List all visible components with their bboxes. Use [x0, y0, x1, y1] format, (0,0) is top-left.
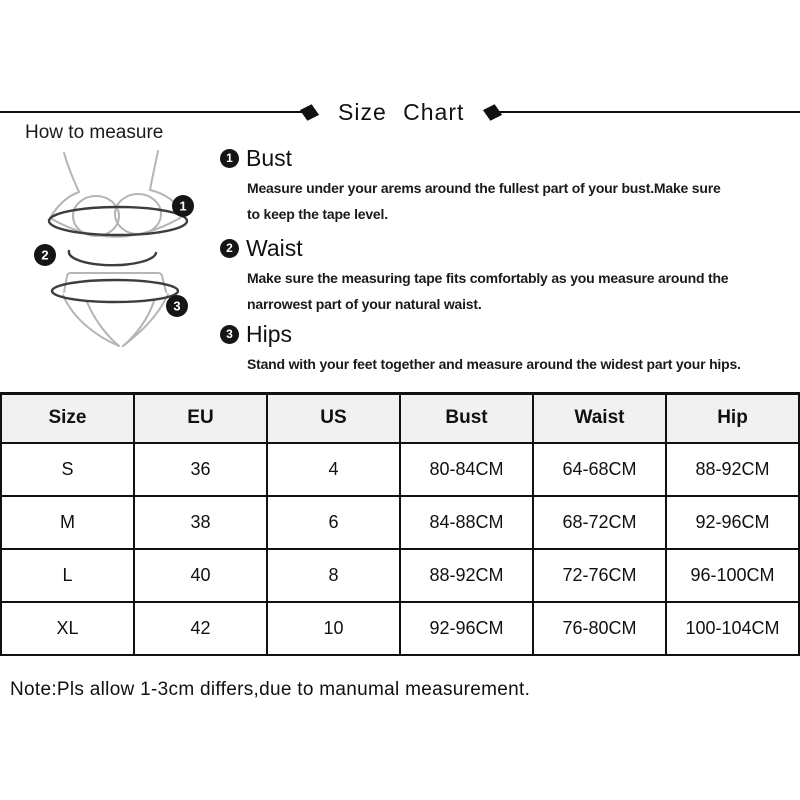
- table-cell: 10: [267, 602, 400, 655]
- waist-label: Waist: [246, 234, 303, 261]
- table-cell: 92-96CM: [400, 602, 533, 655]
- size-table-header-row: [1, 394, 799, 443]
- table-cell: XL: [1, 602, 134, 655]
- section-bust: [220, 144, 798, 227]
- size-table: [0, 392, 800, 656]
- page-title: Size Chart: [338, 98, 465, 125]
- figure-marker-1-number: 1: [179, 198, 187, 214]
- table-cell: 4: [267, 443, 400, 496]
- section-waist: [220, 234, 798, 317]
- table-cell: 88-92CM: [400, 549, 533, 602]
- table-cell: 72-76CM: [533, 549, 666, 602]
- bikini-bottom-sketch: [63, 273, 168, 346]
- bust-description-line: Measure under your arems around the fullest part of your bust.Make sure: [247, 180, 721, 196]
- table-cell: 6: [267, 496, 400, 549]
- figure-marker-2: [34, 244, 56, 266]
- table-row-l: [1, 549, 799, 602]
- table-cell: 64-68CM: [533, 443, 666, 496]
- header-hip: Hip: [666, 394, 799, 443]
- waist-description-line: Make sure the measuring tape fits comfortably as you measure around the: [247, 270, 729, 286]
- measurement-figure-illustration: [22, 143, 212, 348]
- waist-description-line: narrowest part of your natural waist.: [247, 296, 482, 312]
- table-cell: S: [1, 443, 134, 496]
- waist-description: [247, 265, 798, 317]
- table-cell: 36: [134, 443, 267, 496]
- header-bust: Bust: [400, 394, 533, 443]
- figure-marker-3: [166, 295, 188, 317]
- bikini-top-sketch: [50, 151, 185, 237]
- how-to-measure-heading: How to measure: [25, 122, 164, 143]
- table-cell: 92-96CM: [666, 496, 799, 549]
- hips-label: Hips: [246, 320, 293, 347]
- header-eu: EU: [134, 394, 267, 443]
- hips-number-badge: 3: [220, 325, 239, 344]
- table-cell: 42: [134, 602, 267, 655]
- section-hips-heading: [220, 320, 798, 348]
- table-cell: 100-104CM: [666, 602, 799, 655]
- table-cell: 68-72CM: [533, 496, 666, 549]
- hips-description: [247, 351, 798, 377]
- table-cell: 38: [134, 496, 267, 549]
- header-size: Size: [1, 394, 134, 443]
- table-cell: M: [1, 496, 134, 549]
- section-bust-heading: [220, 144, 798, 172]
- table-cell: 8: [267, 549, 400, 602]
- bust-description-line: to keep the tape level.: [247, 206, 388, 222]
- table-cell: 96-100CM: [666, 549, 799, 602]
- bust-number-badge: 1: [220, 149, 239, 168]
- header-us: US: [267, 394, 400, 443]
- table-cell: 76-80CM: [533, 602, 666, 655]
- measure-instructions: [220, 144, 798, 377]
- measurement-note: Note:Pls allow 1-3cm differs,due to manumal measurement.: [10, 679, 531, 700]
- bust-label: Bust: [246, 144, 293, 171]
- section-waist-heading: [220, 234, 798, 262]
- hip-tape-ellipse: [52, 280, 178, 302]
- section-hips: [220, 320, 798, 377]
- diamond-icon: [300, 104, 319, 121]
- title-rule-right: [499, 111, 800, 113]
- table-row-m: [1, 496, 799, 549]
- table-cell: 88-92CM: [666, 443, 799, 496]
- hips-description-line: Stand with your feet together and measure around the widest part your hips.: [247, 356, 741, 372]
- table-cell: 84-88CM: [400, 496, 533, 549]
- table-cell: 40: [134, 549, 267, 602]
- figure-marker-3-number: 3: [173, 298, 181, 314]
- header-waist: Waist: [533, 394, 666, 443]
- title-rule-left: [0, 111, 303, 113]
- table-cell: L: [1, 549, 134, 602]
- figure-marker-1: [172, 195, 194, 217]
- table-cell: 80-84CM: [400, 443, 533, 496]
- table-row-xl: [1, 602, 799, 655]
- figure-marker-2-number: 2: [41, 247, 49, 263]
- diamond-icon: [483, 104, 502, 121]
- table-row-s: [1, 443, 799, 496]
- bust-description: [247, 175, 798, 227]
- waist-number-badge: 2: [220, 239, 239, 258]
- waist-tape-arc: [69, 251, 156, 265]
